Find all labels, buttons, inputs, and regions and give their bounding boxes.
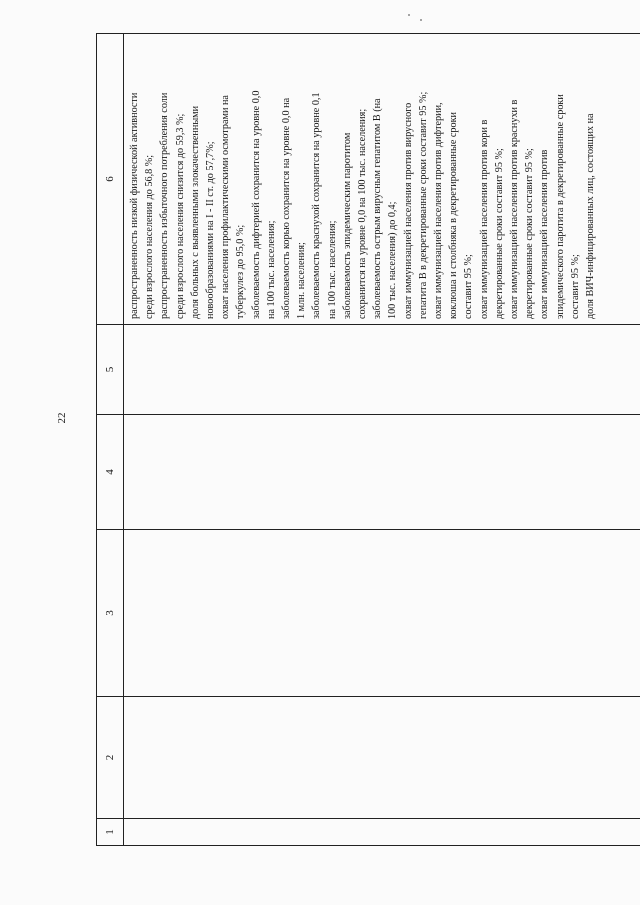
column-header-1: 1 [97,819,124,846]
indicator-line: распространенность избыточного потребления соли [159,92,171,319]
rotated-table-container [96,34,640,846]
table-header-row [97,34,124,846]
cell-col-1 [124,819,640,846]
indicator-line: туберкулез до 95,0 %; [235,224,247,319]
indicator-line: на 100 тыс. населения; [265,220,277,319]
column-header-2: 2 [97,697,124,819]
cell-col-6-indicators [124,34,640,325]
indicator-line: охват иммунизацией населения против кори в [478,119,490,319]
table-row [124,34,640,846]
indicator-line: распространенность низкой физической активности [129,92,140,319]
indicator-line: среди взрослого населения до 56,8 %; [144,154,156,319]
indicator-line: заболеваемость дифтерией сохранится на уровне 0,0 [250,90,262,319]
indicator-line: заболеваемость корью сохранится на уровне 0,0 на [281,97,293,319]
data-table [96,33,640,846]
indicator-line: новообразованиями на I - II ст. до 57,7%; [205,141,217,319]
indicator-line: охват иммунизацией населения против вирусного [402,102,414,319]
indicator-line: 100 тыс. населения) до 0,4; [387,201,399,319]
indicator-line: составит 95 %; [463,254,475,319]
cell-col-3 [124,530,640,697]
column-header-4: 4 [97,415,124,530]
indicator-line: 1 млн. населения; [296,242,308,319]
scan-speck [420,19,422,21]
indicator-line: доля больных с выявленными злокачественными [189,105,201,319]
indicator-line: заболеваемость острым вирусным гепатитом В (на [372,98,384,319]
cell-col-2 [124,697,640,819]
indicator-line: охват населения профилактическими осмотрами на [220,95,232,319]
indicator-line: заболеваемость краснухой сохранится на уровне 0,1 [311,92,323,319]
indicator-line: составит 95 %; [569,254,581,319]
page-number: 22 [56,412,68,424]
indicator-line: охват иммунизацией населения против краснухи в [509,99,521,319]
indicator-line: на 100 тыс. населения; [326,220,338,319]
column-header-3: 3 [97,530,124,697]
indicator-line: охват иммунизацией населения против [539,149,551,319]
column-header-6: 6 [97,34,124,325]
indicator-line: декретированные сроки составит 95 %; [524,148,536,319]
indicator-line: охват иммунизацией населения против дифтерии, [433,102,445,319]
indicator-line: сохранится на уровне 0,0 на 100 тыс. населения; [357,108,369,319]
column-header-5: 5 [97,325,124,415]
indicator-line: среди взрослого населения снизится до 59,3 %; [174,113,186,319]
indicator-line: эпидемического паротита в декретированные сроки [554,94,566,319]
indicator-line: коклюша и столбняка в декретированные сроки [448,112,460,319]
scan-speck [408,14,410,16]
indicator-line: заболеваемость эпидемическим паротитом [341,132,353,319]
cell-col-5 [124,325,640,415]
indicator-line: доля ВИЧ-инфицированных лиц, состоящих на [585,113,597,319]
cell-col-4 [124,415,640,530]
indicator-line: декретированные сроки составит 95 %; [493,148,505,319]
indicator-line: гепатита В в декретированные сроки составит 95 %; [417,91,429,319]
